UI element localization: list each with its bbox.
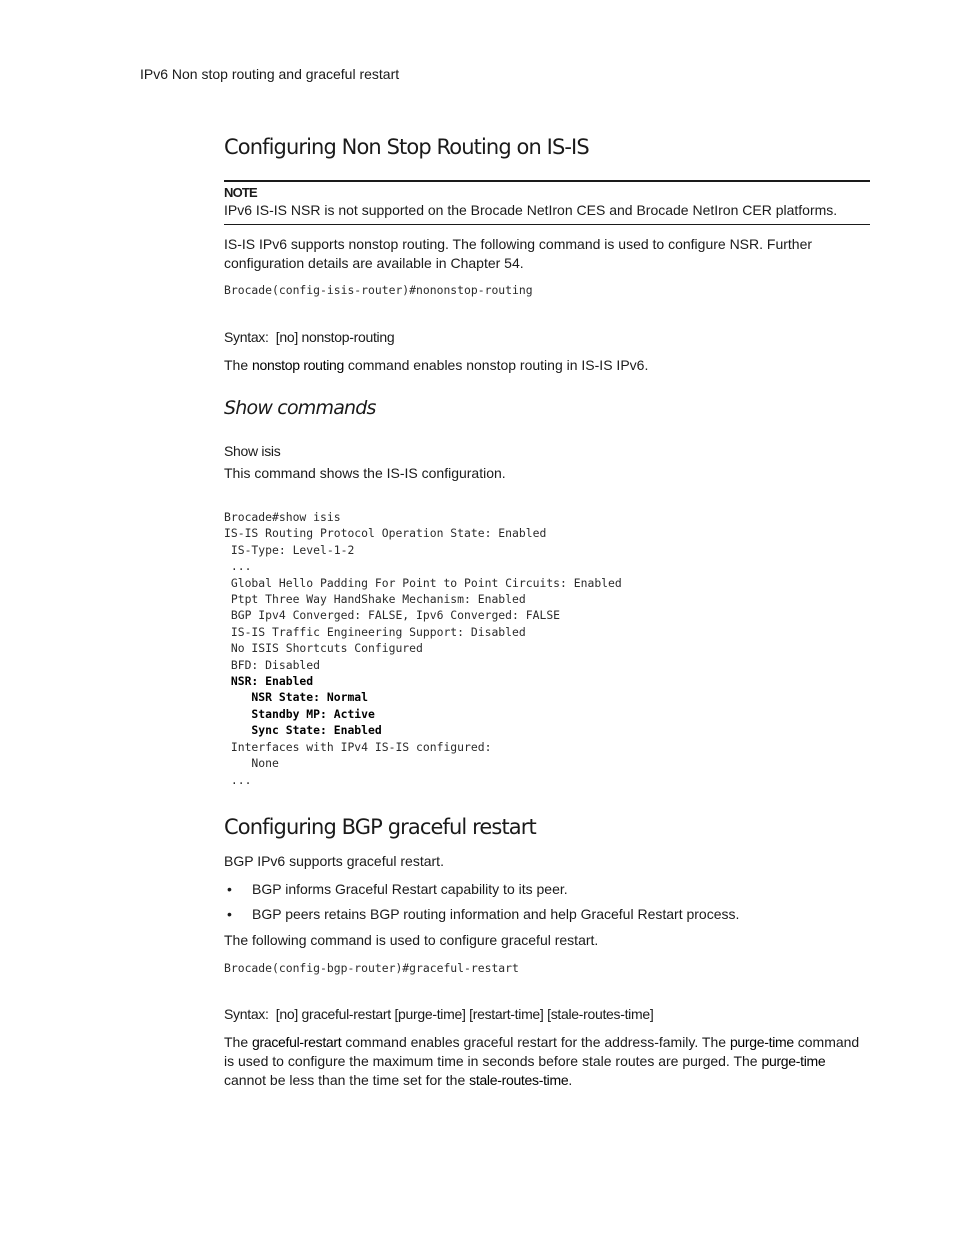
output-line: Global Hello Padding For Point to Point Circuits: Enabled [224,575,622,590]
note-top-rule [224,180,870,182]
bgp-syntax [224,1006,653,1023]
output-line: NSR: Enabled [224,674,314,689]
desc-command: stale-routes-time [469,1072,569,1088]
list-item [224,905,870,930]
note-bottom-rule [224,224,870,225]
desc-command: purge-time [761,1053,826,1069]
syntax-value: [no] graceful-restart [purge-time] [restart-time] [stale-routes-time] [275,1006,654,1022]
output-line: No ISIS Shortcuts Configured [224,641,423,656]
output-line: IS-IS Traffic Engineering Support: Disabled [224,624,526,639]
bgp-command-example: Brocade(config-bgp-router)#graceful-restart [224,961,519,975]
bgp-description [224,1033,870,1090]
bullet-icon: • [227,906,232,922]
desc-text: command enables graceful restart for the address-family. The [341,1034,730,1050]
output-line: Standby MP: Active [224,706,375,721]
list-item-text: BGP peers retains BGP routing information and help Graceful Restart process. [252,906,740,922]
nsr-command-example: Brocade(config-isis-router)#nononstop-routing [224,283,533,297]
note-text: IPv6 IS-IS NSR is not supported on the Brocade NetIron CES and Brocade NetIron CER platforms. [224,202,838,218]
output-line: Brocade#show isis [224,510,341,524]
heading-bgp-graceful-restart: Configuring BGP graceful restart [224,815,536,839]
output-line: BFD: Disabled [224,657,321,672]
running-header: IPv6 Non stop routing and graceful restart [140,66,400,82]
output-line: BGP Ipv4 Converged: FALSE, Ipv6 Converged: FALSE [224,608,561,623]
desc-command: nonstop routing [252,357,345,373]
desc-command: purge-time [729,1034,794,1050]
desc-text: . [568,1072,573,1088]
desc-text: command enables nonstop routing in IS-IS IPv6. [344,357,649,373]
output-line: IS-IS Routing Protocol Operation State: Enabled [224,526,547,541]
nsr-syntax [224,329,394,346]
heading-show-commands: Show commands [224,397,376,419]
show-isis-command-name: Show isis [224,443,281,459]
output-line: Ptpt Three Way HandShake Mechanism: Enabled [224,592,526,607]
show-isis-description: This command shows the IS-IS configuration. [224,465,506,481]
output-line: IS-Type: Level-1-2 [224,542,355,557]
desc-text: The [224,1034,253,1050]
bgp-intro: BGP IPv6 supports graceful restart. [224,853,444,869]
bgp-lead: The following command is used to configure graceful restart. [224,932,599,948]
syntax-value: [no] nonstop-routing [275,329,395,345]
bullet-icon: • [227,881,232,897]
nsr-intro-paragraph: IS-IS IPv6 supports nonstop routing. The following command is used to configure NSR. Further configuration details are available in Chapter 54. [224,236,813,271]
list-item [224,880,870,905]
output-line: Interfaces with IPv4 IS-IS configured: [224,739,492,754]
desc-text: cannot be less than the time set for the [224,1072,470,1088]
output-line: NSR State: Normal [224,690,369,705]
syntax-label: Syntax: [224,1006,269,1022]
output-line: ... [224,559,252,574]
desc-text: The [224,357,253,373]
note-label: NOTE [224,185,257,200]
desc-text: command is used to configure the maximum time in seconds before stale routes are purged. The [224,1034,860,1069]
heading-nsr-isis: Configuring Non Stop Routing on IS-IS [224,135,589,159]
desc-command: graceful-restart [252,1034,342,1050]
syntax-label: Syntax: [224,329,269,345]
output-line: None [224,756,279,771]
output-line: Sync State: Enabled [224,723,382,738]
show-isis-output [224,509,622,788]
list-item-text: BGP informs Graceful Restart capability to its peer. [252,881,568,897]
nsr-description [224,356,870,375]
output-line: ... [224,772,252,787]
bgp-bullet-list [224,880,870,930]
